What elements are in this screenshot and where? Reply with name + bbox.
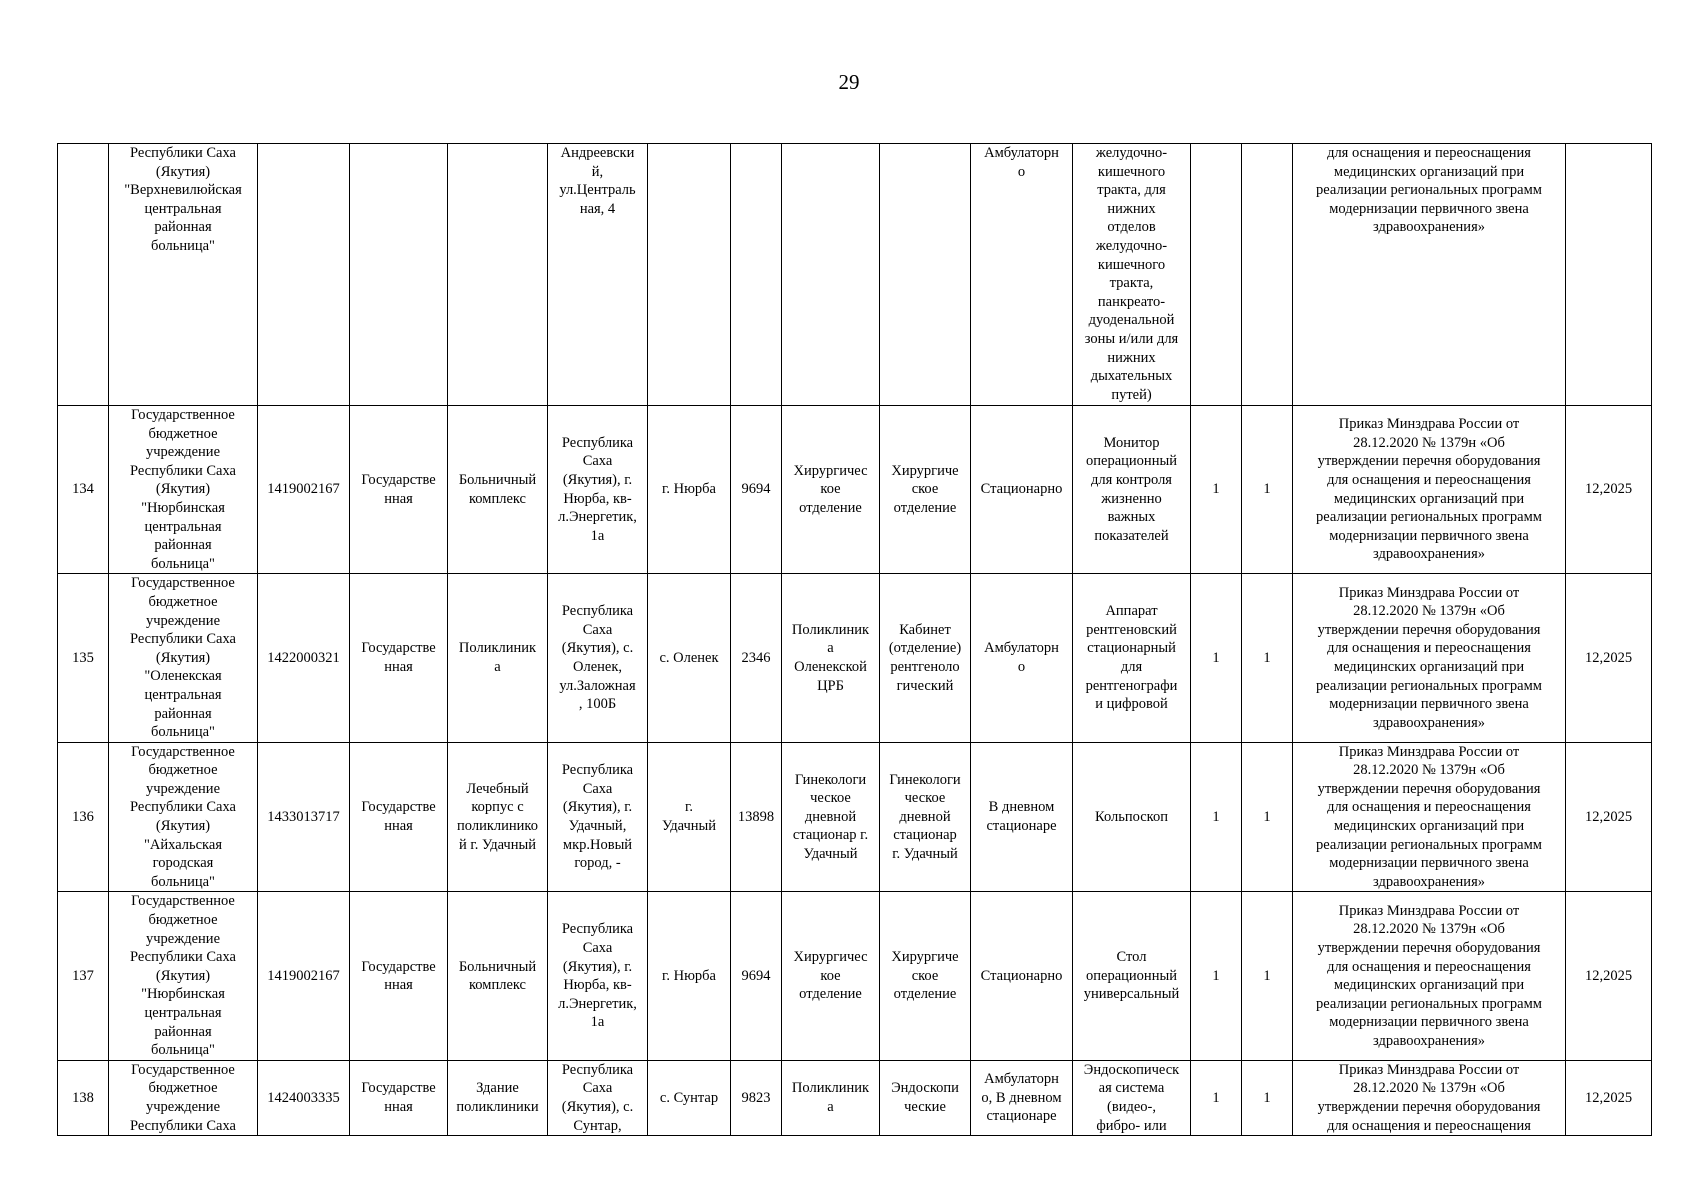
equipment-table bbox=[57, 143, 1652, 1136]
table-cell-locality bbox=[648, 1060, 731, 1135]
table-cell-care bbox=[971, 144, 1073, 406]
table-cell-date bbox=[1566, 144, 1652, 406]
cell-text: Лечебный корпус с поликлинико й г. Удачный bbox=[457, 780, 538, 853]
table-cell-basis bbox=[1293, 742, 1566, 892]
table-cell-address bbox=[548, 1060, 648, 1135]
cell-text: Приказ Минздрава России от 28.12.2020 № 1379н «Об утверждении перечня оборудования для оснащения и переоснащения медицинских организаций при реализации региональных программ модернизации первичного звена здравоохранения» bbox=[1316, 584, 1542, 731]
cell-text: 12,2025 bbox=[1584, 1089, 1633, 1106]
table-cell-inn bbox=[258, 1060, 350, 1135]
cell-text: Стационарно bbox=[980, 481, 1063, 498]
table-cell-address bbox=[548, 144, 648, 406]
cell-text: 2346 bbox=[741, 649, 771, 666]
cell-text: Больничный комплекс bbox=[458, 472, 537, 507]
table-cell-code bbox=[731, 574, 782, 742]
table-cell-code bbox=[731, 742, 782, 892]
table-cell-dept bbox=[880, 1060, 971, 1135]
table-row bbox=[58, 574, 1652, 742]
table-cell-unit bbox=[782, 1060, 880, 1135]
cell-text: 1 bbox=[1263, 967, 1271, 984]
cell-text: 1419002167 bbox=[267, 481, 340, 498]
table-cell-org bbox=[109, 742, 258, 892]
cell-text: 134 bbox=[72, 481, 94, 498]
cell-text: г. Нюрба bbox=[662, 481, 716, 498]
cell-text: В дневном стационаре bbox=[986, 799, 1057, 835]
table-cell-unit bbox=[782, 574, 880, 742]
cell-text: Государственное бюджетное учреждение Республики Саха (Якутия) "Нюрбинская центральная районная больница" bbox=[130, 407, 236, 572]
cell-text: 13898 bbox=[737, 808, 775, 825]
cell-text: Государственное бюджетное учреждение Республики Саха bbox=[130, 1061, 236, 1134]
cell-text: 136 bbox=[72, 808, 94, 825]
table-row bbox=[58, 742, 1652, 892]
table-cell-q2 bbox=[1242, 742, 1293, 892]
table-cell-equipment bbox=[1073, 892, 1191, 1060]
cell-text: Республика Саха (Якутия), г. Удачный, мкр.Новый город, - bbox=[561, 762, 634, 872]
cell-text: Кольпоскоп bbox=[1095, 808, 1168, 825]
cell-text: 138 bbox=[72, 1089, 94, 1106]
table-cell-num bbox=[58, 574, 109, 742]
cell-text: 12,2025 bbox=[1584, 967, 1633, 984]
cell-text: Эндоскопическ ая система (видео-, фибро- или bbox=[1083, 1061, 1180, 1134]
cell-text: Государственное бюджетное учреждение Республики Саха (Якутия) "Нюрбинская центральная районная больница" bbox=[130, 893, 236, 1059]
table-cell-code bbox=[731, 406, 782, 574]
table-cell-building bbox=[448, 574, 548, 742]
cell-text: г. Удачный bbox=[661, 799, 717, 835]
cell-text: Государстве нная bbox=[361, 640, 436, 676]
table-cell-q1 bbox=[1191, 574, 1242, 742]
table-cell-inn bbox=[258, 406, 350, 574]
table-cell-q2 bbox=[1242, 406, 1293, 574]
table-cell-q1 bbox=[1191, 1060, 1242, 1135]
cell-text: желудочно- кишечного тракта, для нижних отделов желудочно- кишечного тракта, панкреато- дуоденальной зоны и/или для нижних дыхательных путей) bbox=[1084, 145, 1179, 403]
cell-text: Гинекологи ческое дневной стационар г. Удачный bbox=[889, 771, 961, 862]
table-cell-date bbox=[1566, 406, 1652, 574]
table-cell-org bbox=[109, 144, 258, 406]
table-cell-unit bbox=[782, 892, 880, 1060]
table-cell-q1 bbox=[1191, 742, 1242, 892]
cell-text: 9823 bbox=[741, 1089, 771, 1106]
table-cell-unit bbox=[782, 406, 880, 574]
cell-text: Хирургичес кое отделение bbox=[793, 462, 868, 516]
cell-text: Больничный комплекс bbox=[458, 958, 537, 994]
table-cell-locality bbox=[648, 406, 731, 574]
cell-text: 1 bbox=[1263, 649, 1271, 666]
table-cell-address bbox=[548, 892, 648, 1060]
cell-text: 1424003335 bbox=[267, 1089, 340, 1106]
cell-text: Приказ Минздрава России от 28.12.2020 № 1379н «Об утверждении перечня оборудования для оснащения и переоснащения bbox=[1317, 1061, 1541, 1134]
table-cell-inn bbox=[258, 574, 350, 742]
cell-text: 12,2025 bbox=[1584, 649, 1633, 666]
table-cell-building bbox=[448, 892, 548, 1060]
table-cell-num bbox=[58, 1060, 109, 1135]
cell-text: Хирургиче ское отделение bbox=[891, 462, 959, 516]
cell-text: Государстве нная bbox=[361, 958, 436, 994]
table-row bbox=[58, 144, 1652, 406]
cell-text: Приказ Минздрава России от 28.12.2020 № 1379н «Об утверждении перечня оборудования для оснащения и переоснащения медицинских организаций при реализации региональных программ модернизации первичного звена здравоохранения» bbox=[1316, 743, 1542, 890]
table-cell-code bbox=[731, 1060, 782, 1135]
table-cell-basis bbox=[1293, 406, 1566, 574]
cell-text: Государстве нная bbox=[361, 799, 436, 835]
table-cell-unit bbox=[782, 144, 880, 406]
table-cell-basis bbox=[1293, 574, 1566, 742]
table-cell-inn bbox=[258, 144, 350, 406]
table-cell-dept bbox=[880, 892, 971, 1060]
table-body bbox=[58, 144, 1652, 1136]
table-cell-basis bbox=[1293, 144, 1566, 406]
table-cell-form bbox=[350, 406, 448, 574]
cell-text: 1 bbox=[1212, 649, 1220, 666]
cell-text: 1 bbox=[1263, 1089, 1271, 1106]
cell-text: Хирургичес кое отделение bbox=[793, 949, 868, 1003]
table-cell-org bbox=[109, 574, 258, 742]
table-cell-basis bbox=[1293, 892, 1566, 1060]
cell-text: Государстве нная bbox=[361, 472, 436, 507]
table-cell-num bbox=[58, 742, 109, 892]
cell-text: 9694 bbox=[741, 967, 771, 984]
table-cell-inn bbox=[258, 892, 350, 1060]
cell-text: 12,2025 bbox=[1584, 808, 1633, 825]
table-cell-form bbox=[350, 892, 448, 1060]
table-cell-code bbox=[731, 144, 782, 406]
table-cell-care bbox=[971, 742, 1073, 892]
table-cell-dept bbox=[880, 144, 971, 406]
table-cell-form bbox=[350, 1060, 448, 1135]
table-cell-form bbox=[350, 742, 448, 892]
cell-text: Республика Саха (Якутия), г. Нюрба, кв- л.Энергетик, 1а bbox=[558, 434, 637, 544]
table-cell-unit bbox=[782, 742, 880, 892]
cell-text: Амбулаторн о bbox=[984, 145, 1059, 180]
table-cell-org bbox=[109, 1060, 258, 1135]
page-number: 29 bbox=[838, 70, 860, 94]
cell-text: Республика Саха (Якутия), с. Сунтар, bbox=[561, 1061, 634, 1134]
cell-text: Аппарат рентгеновский стационарный для рентгенографи и цифровой bbox=[1085, 603, 1178, 713]
table-cell-code bbox=[731, 892, 782, 1060]
table-cell-care bbox=[971, 1060, 1073, 1135]
cell-text: г. Нюрба bbox=[662, 967, 716, 984]
table-cell-form bbox=[350, 144, 448, 406]
table-cell-q2 bbox=[1242, 1060, 1293, 1135]
cell-text: 1 bbox=[1263, 481, 1271, 498]
table-cell-care bbox=[971, 574, 1073, 742]
table-cell-date bbox=[1566, 892, 1652, 1060]
table-cell-org bbox=[109, 892, 258, 1060]
table-cell-equipment bbox=[1073, 406, 1191, 574]
cell-text: Стационарно bbox=[980, 967, 1063, 984]
table-cell-care bbox=[971, 892, 1073, 1060]
table-cell-locality bbox=[648, 574, 731, 742]
cell-text: 1419002167 bbox=[267, 967, 340, 984]
table-cell-q1 bbox=[1191, 406, 1242, 574]
table-cell-q1 bbox=[1191, 892, 1242, 1060]
cell-text: Поликлиник а bbox=[458, 640, 537, 676]
cell-text: 1 bbox=[1263, 808, 1271, 825]
table-cell-locality bbox=[648, 742, 731, 892]
table-cell-address bbox=[548, 574, 648, 742]
cell-text: Монитор операционный для контроля жизненно важных показателей bbox=[1086, 434, 1177, 544]
cell-text: 1 bbox=[1212, 481, 1220, 498]
cell-text: с. Сунтар bbox=[659, 1089, 719, 1106]
table-row bbox=[58, 406, 1652, 574]
cell-text: Кабинет (отделение) рентгеноло гический bbox=[888, 621, 962, 694]
table-cell-locality bbox=[648, 892, 731, 1060]
table-cell-address bbox=[548, 742, 648, 892]
cell-text: Амбулаторн о, В дневном стационаре bbox=[981, 1071, 1062, 1125]
cell-text: 135 bbox=[72, 649, 94, 666]
table-cell-num bbox=[58, 144, 109, 406]
table-row bbox=[58, 892, 1652, 1060]
cell-text: Амбулаторн о bbox=[984, 640, 1059, 676]
cell-text: 12,2025 bbox=[1584, 481, 1633, 498]
table-cell-date bbox=[1566, 1060, 1652, 1135]
table-cell-dept bbox=[880, 574, 971, 742]
cell-text: Государственное бюджетное учреждение Республики Саха (Якутия) "Айхальская городская больница" bbox=[130, 743, 236, 890]
table-cell-num bbox=[58, 892, 109, 1060]
table-cell-equipment bbox=[1073, 144, 1191, 406]
table-cell-q2 bbox=[1242, 144, 1293, 406]
cell-text: 1 bbox=[1212, 808, 1220, 825]
table-cell-date bbox=[1566, 742, 1652, 892]
table-cell-q2 bbox=[1242, 892, 1293, 1060]
table-cell-num bbox=[58, 406, 109, 574]
table-cell-basis bbox=[1293, 1060, 1566, 1135]
cell-text: Республики Саха (Якутия) "Верхневилюйская центральная районная больница" bbox=[124, 145, 242, 254]
table-cell-building bbox=[448, 742, 548, 892]
table-cell-org bbox=[109, 406, 258, 574]
cell-text: Республика Саха (Якутия), с. Оленек, ул.Заложная , 100Б bbox=[559, 603, 636, 713]
cell-text: для оснащения и переоснащения медицинских организаций при реализации региональных программ модернизации первичного звена здравоохранения» bbox=[1316, 145, 1542, 236]
table-cell-equipment bbox=[1073, 742, 1191, 892]
table-cell-building bbox=[448, 1060, 548, 1135]
cell-text: Приказ Минздрава России от 28.12.2020 № 1379н «Об утверждении перечня оборудования для оснащения и переоснащения медицинских организаций при реализации региональных программ модернизации первичного звена здравоохранения» bbox=[1316, 416, 1542, 563]
table-cell-q1 bbox=[1191, 144, 1242, 406]
table-cell-equipment bbox=[1073, 1060, 1191, 1135]
table-cell-locality bbox=[648, 144, 731, 406]
cell-text: Приказ Минздрава России от 28.12.2020 № 1379н «Об утверждении перечня оборудования для оснащения и переоснащения медицинских организаций при реализации региональных программ модернизации первичного звена здравоохранения» bbox=[1316, 902, 1542, 1049]
table-cell-date bbox=[1566, 574, 1652, 742]
cell-text: 9694 bbox=[741, 481, 771, 498]
cell-text: Республика Саха (Якутия), г. Нюрба, кв- л.Энергетик, 1а bbox=[558, 921, 637, 1031]
table-cell-q2 bbox=[1242, 574, 1293, 742]
table-cell-inn bbox=[258, 742, 350, 892]
table-cell-equipment bbox=[1073, 574, 1191, 742]
table-row bbox=[58, 1060, 1652, 1135]
table-cell-care bbox=[971, 406, 1073, 574]
table-cell-form bbox=[350, 574, 448, 742]
cell-text: Андреевски й, ул.Централь ная, 4 bbox=[559, 145, 636, 217]
table-cell-address bbox=[548, 406, 648, 574]
cell-text: 1422000321 bbox=[267, 649, 340, 666]
cell-text: 137 bbox=[72, 967, 94, 984]
cell-text: Поликлиник а Оленекской ЦРБ bbox=[791, 621, 870, 694]
cell-text: Государственное бюджетное учреждение Республики Саха (Якутия) "Оленекская центральная районная больница" bbox=[130, 575, 236, 741]
cell-text: Здание поликлиники bbox=[456, 1080, 539, 1115]
cell-text: Эндоскопи ческие bbox=[891, 1080, 959, 1115]
cell-text: с. Оленек bbox=[659, 649, 719, 666]
table-cell-dept bbox=[880, 742, 971, 892]
cell-text: 1 bbox=[1212, 967, 1220, 984]
cell-text: Поликлиник а bbox=[791, 1080, 870, 1115]
cell-text: Гинекологи ческое дневной стационар г. Удачный bbox=[792, 771, 869, 862]
cell-text: 1433013717 bbox=[267, 808, 340, 825]
cell-text: 1 bbox=[1212, 1089, 1220, 1106]
table-cell-building bbox=[448, 406, 548, 574]
cell-text: Хирургиче ское отделение bbox=[891, 949, 959, 1003]
table-cell-dept bbox=[880, 406, 971, 574]
cell-text: Стол операционный универсальный bbox=[1083, 949, 1180, 1003]
table-cell-building bbox=[448, 144, 548, 406]
cell-text: Государстве нная bbox=[361, 1080, 436, 1115]
